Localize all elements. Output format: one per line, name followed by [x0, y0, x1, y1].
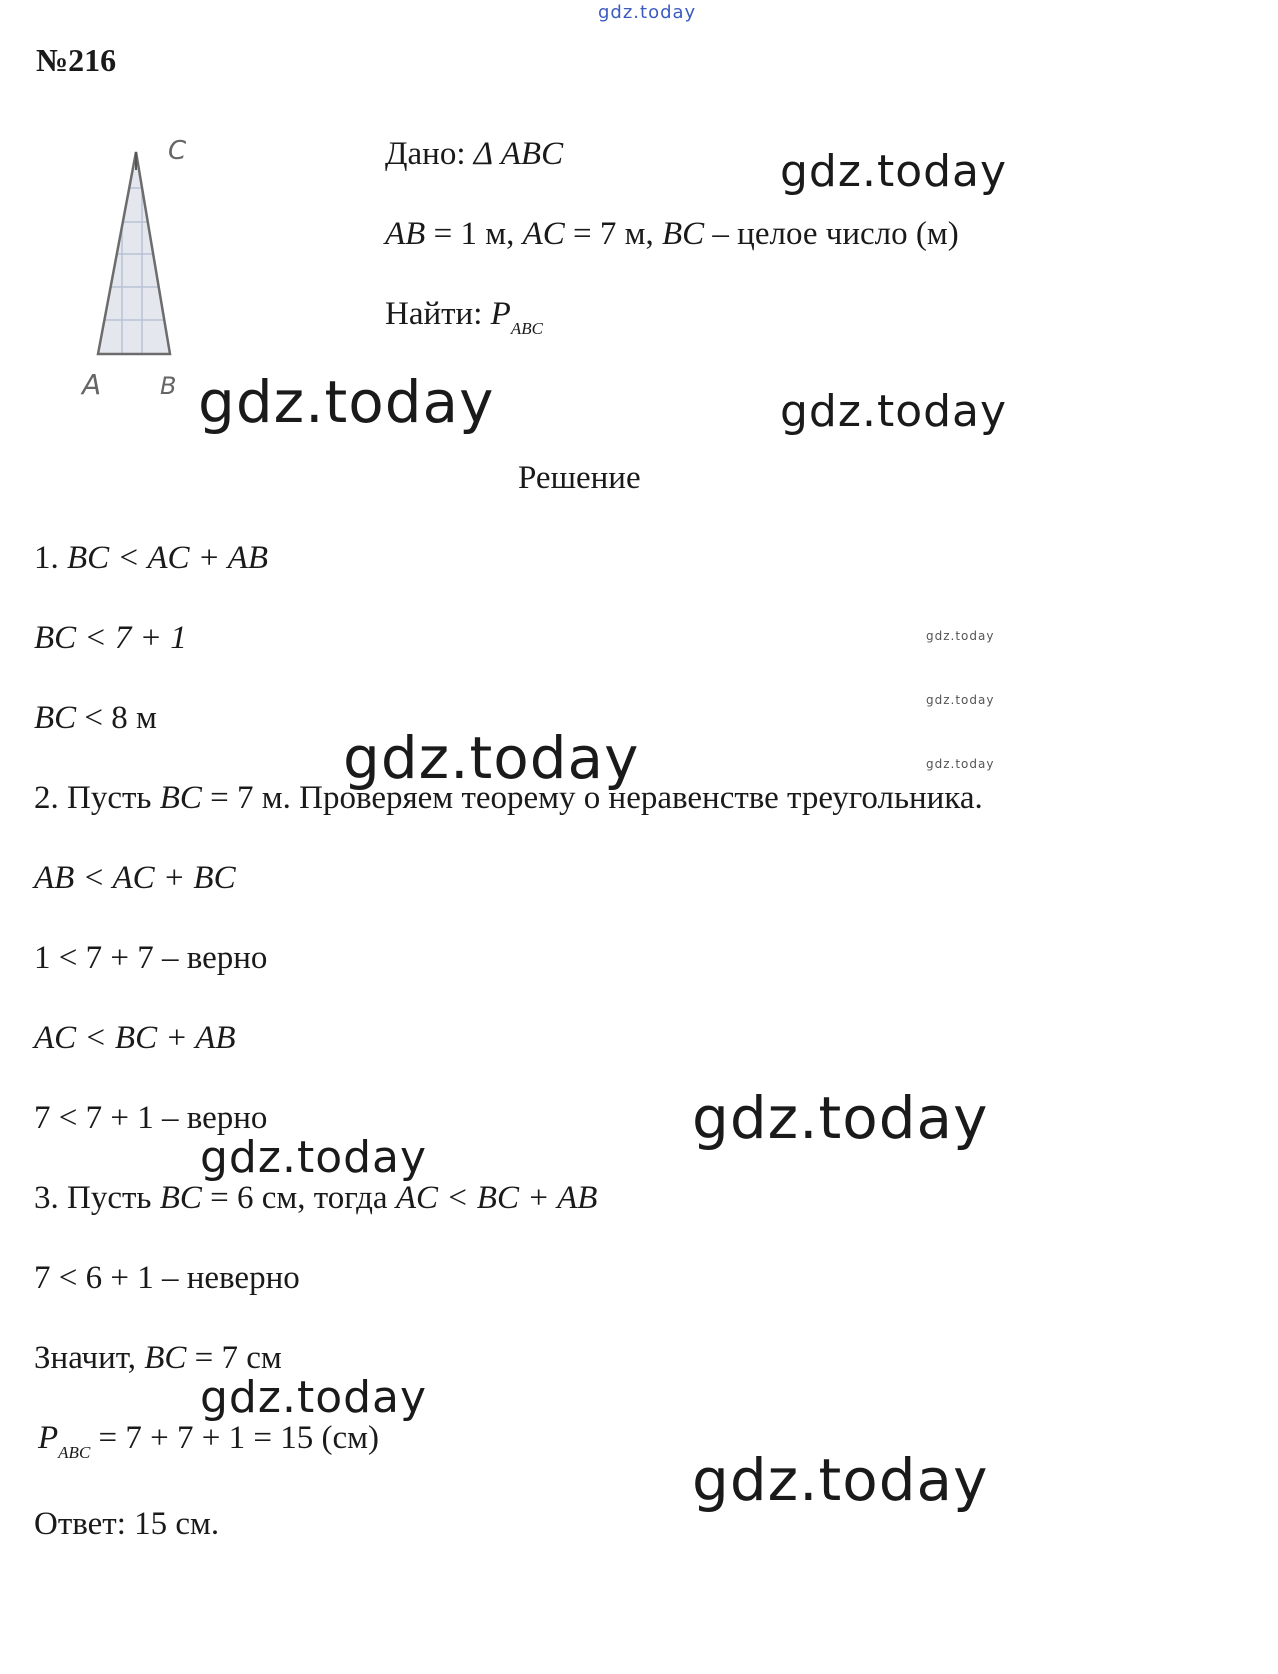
solution-title: Решение [518, 460, 641, 496]
ac-value: = 7 м, [573, 216, 654, 252]
watermark: gdz.today [198, 368, 495, 436]
find-label: Найти: [385, 296, 483, 332]
step-1-result-bc: BC [34, 700, 77, 736]
step-2-intro: 2. Пусть [34, 780, 152, 816]
watermark: gdz.today [780, 146, 1008, 197]
step-1-substitution-expr: BC < 7 + 1 [34, 620, 187, 656]
inequality-ab-check: 1 < 7 + 7 – верно [34, 940, 268, 976]
bc-symbol: BC [662, 216, 705, 252]
step-2-bc: BC [159, 780, 202, 816]
given-line [385, 136, 563, 173]
perimeter-calculation [38, 1420, 379, 1462]
step-3-intro: 3. Пусть [34, 1180, 152, 1216]
problem-number: №216 [36, 42, 117, 78]
perimeter-symbol: P [38, 1420, 59, 1456]
step-3-bc: BC [159, 1180, 202, 1216]
watermark: gdz.today [343, 724, 640, 792]
watermark: gdz.today [692, 1084, 989, 1152]
ab-symbol: AB [385, 216, 426, 252]
conclusion-bc: BC [144, 1340, 187, 1376]
step-1-substitution [34, 620, 187, 657]
vertex-label-c: C [168, 136, 187, 166]
step-3-expression: AC < BC + AB [395, 1180, 598, 1216]
find-perimeter-sub: ABC [510, 319, 543, 338]
watermark: gdz.today [926, 693, 995, 707]
inequality-ab [34, 860, 236, 897]
conclusion-value: = 7 см [194, 1340, 282, 1376]
watermark: gdz.today [200, 1372, 428, 1423]
watermark: gdz.today [926, 757, 995, 771]
step-1 [34, 540, 268, 577]
watermark: gdz.today [200, 1132, 428, 1183]
conclusion-intro: Значит, [34, 1340, 136, 1376]
given-values-line [385, 216, 959, 253]
inequality-ab-expr: AB < AC + BC [34, 860, 236, 896]
watermark: gdz.today [780, 386, 1008, 437]
step-1-number: 1. [34, 540, 59, 576]
watermark: gdz.today [926, 629, 995, 643]
step-3-check: 7 < 6 + 1 – неверно [34, 1260, 300, 1296]
step-3 [34, 1180, 597, 1217]
inequality-ac [34, 1020, 236, 1057]
step-3-text: = 6 см, тогда [210, 1180, 388, 1216]
inequality-ac-check: 7 < 7 + 1 – верно [34, 1100, 268, 1136]
inequality-ac-expr: AC < BC + AB [34, 1020, 236, 1056]
watermark-top: gdz.today [598, 2, 697, 23]
step-2-text: = 7 м. Проверяем теорему о неравенстве треугольника. [210, 780, 983, 816]
step-1-result [34, 700, 157, 737]
vertex-label-a: A [82, 368, 102, 401]
given-triangle: Δ ABC [473, 136, 564, 172]
given-label: Дано: [385, 136, 466, 172]
bc-condition: – целое число (м) [712, 216, 959, 252]
watermark: gdz.today [692, 1446, 989, 1514]
perimeter-expression: = 7 + 7 + 1 = 15 (см) [98, 1420, 379, 1456]
vertex-label-b: B [160, 372, 177, 400]
step-1-expression: BC < AC + AB [67, 540, 268, 576]
ac-symbol: AC [522, 216, 565, 252]
find-line [385, 296, 543, 338]
triangle-fill [98, 152, 170, 354]
perimeter-sub: ABC [58, 1443, 91, 1462]
step-1-result-value: < 8 м [84, 700, 157, 736]
answer: Ответ: 15 см. [34, 1506, 220, 1542]
ab-value: = 1 м, [433, 216, 515, 252]
find-perimeter: P [490, 296, 511, 332]
